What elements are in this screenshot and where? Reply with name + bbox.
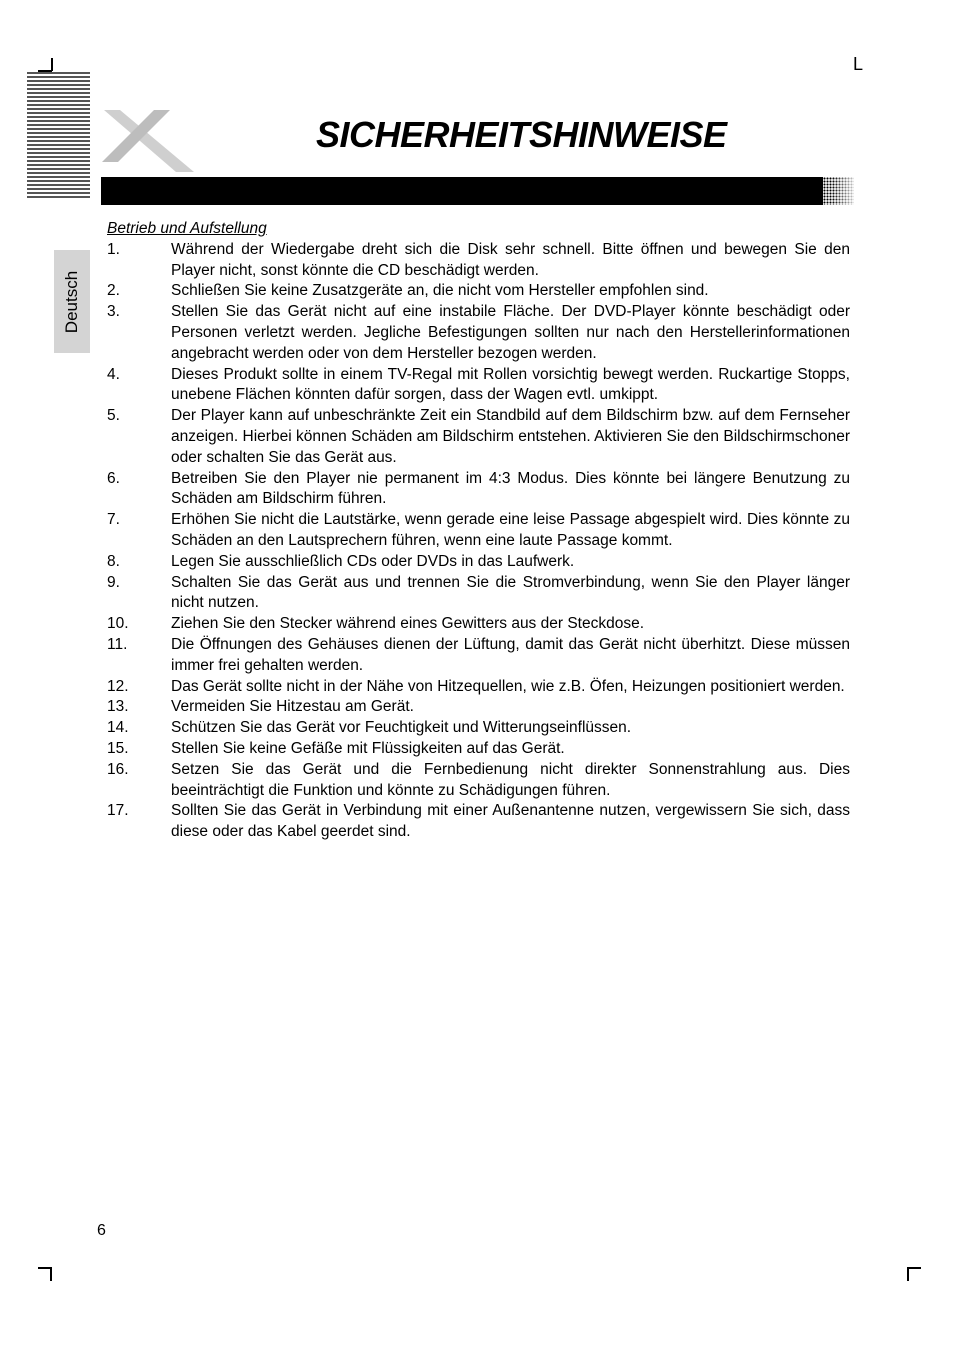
list-item — [107, 302, 850, 364]
item-number: 9. — [107, 573, 120, 591]
item-number: 5. — [107, 407, 120, 425]
item-number: 3. — [107, 303, 120, 321]
list-item — [107, 697, 850, 718]
list-item — [107, 760, 850, 802]
item-text: Erhöhen Sie nicht die Lautstärke, wenn gerade eine leise Passage abgespielt wird. Dies könnte zu Schäden an den Lautsprechern führen, wenn eine laute Passage kommt. — [171, 511, 850, 549]
language-tab — [54, 250, 90, 353]
list-item — [107, 635, 850, 677]
item-text: Stellen Sie das Gerät nicht auf eine instabile Fläche. Der DVD-Player könnte beschädigt oder Personen verletzt werden. Jegliche Befestigungen sollten nur nach den Herstellerinformationen angebracht werden oder von dem Hersteller bezogen werden. — [171, 303, 850, 362]
item-number: 1. — [107, 240, 120, 258]
list-item — [107, 801, 850, 843]
page-title: SICHERHEITSHINWEISE — [316, 114, 727, 155]
item-text: Sollten Sie das Gerät in Verbindung mit einer Außenantenne nutzen, vergewissern Sie sich, dass diese oder das Kabel geerdet sind. — [171, 802, 850, 841]
item-number: 15. — [107, 739, 129, 757]
crop-mark-bottom-right-h — [907, 1267, 921, 1269]
item-text: Ziehen Sie den Stecker während eines Gewitters aus der Steckdose. — [171, 615, 645, 633]
item-number: 17. — [107, 802, 129, 820]
page-number: 6 — [97, 1222, 106, 1239]
section-heading: Betrieb und Aufstellung — [107, 220, 267, 237]
item-text: Die Öffnungen des Gehäuses dienen der Lüftung, damit das Gerät nicht überhitzt. Diese müssen immer frei gehalten werden. — [171, 635, 850, 674]
brand-logo-icon — [98, 106, 198, 176]
item-text: Schließen Sie keine Zusatzgeräte an, die nicht vom Hersteller empfohlen sind. — [171, 282, 709, 300]
item-text: Während der Wiedergabe dreht sich die Disk sehr schnell. Bitte öffnen und bewegen Sie den Player nicht, sonst könnte die CD beschädigt werden. — [171, 240, 850, 279]
item-number: 13. — [107, 698, 129, 716]
list-item — [107, 739, 850, 760]
crop-mark-bottom-right-v — [907, 1267, 909, 1281]
header-stripes — [27, 72, 90, 200]
crop-mark-top-left-v — [51, 58, 53, 71]
item-number: 11. — [107, 635, 128, 653]
item-number: 14. — [107, 719, 129, 737]
list-item — [107, 469, 850, 511]
item-text: Setzen Sie das Gerät und die Fernbedienung nicht direkter Sonnenstrahlung aus. Dies beeinträchtigt die Funktion und könnte zu Schädigungen führen. — [171, 760, 850, 799]
corner-mark: L — [853, 54, 864, 74]
item-text: Stellen Sie keine Gefäße mit Flüssigkeiten auf das Gerät. — [171, 739, 565, 757]
list-item — [107, 510, 850, 552]
list-item — [107, 365, 850, 407]
list-item — [107, 281, 850, 302]
safety-list — [107, 240, 850, 843]
crop-mark-bottom-left-v — [50, 1267, 52, 1281]
item-number: 16. — [107, 760, 129, 778]
item-text: Das Gerät sollte nicht in der Nähe von Hitzequellen, wie z.B. Öfen, Heizungen positioniert werden. — [171, 677, 845, 695]
item-text: Der Player kann auf unbeschränkte Zeit ein Standbild auf dem Bildschirm bzw. auf dem Fernseher anzeigen. Hierbei können Schäden am Bildschirm entstehen. Aktivieren Sie den Bildschirmschoner oder schalten Sie das Gerät aus. — [171, 407, 850, 466]
item-text: Betreiben Sie den Player nie permanent im 4:3 Modus. Dies könnte bei längere Benutzung zu Schäden am Bildschirm führen. — [171, 469, 850, 508]
item-number: 6. — [107, 469, 120, 487]
item-text: Legen Sie ausschließlich CDs oder DVDs in das Laufwerk. — [171, 552, 575, 570]
list-item — [107, 614, 850, 635]
item-number: 4. — [107, 365, 120, 383]
list-item — [107, 718, 850, 739]
header-bar — [101, 177, 823, 205]
item-text: Vermeiden Sie Hitzestau am Gerät. — [171, 698, 414, 716]
safety-section — [107, 219, 850, 843]
item-number: 8. — [107, 552, 120, 570]
list-item — [107, 552, 850, 573]
item-text: Dieses Produkt sollte in einem TV-Regal mit Rollen vorsichtig bewegt werden. Ruckartige Stopps, unebene Flächen könnten dafür sorgen, dass der Wagen evtl. umkippt. — [171, 365, 850, 404]
list-item — [107, 573, 850, 615]
item-number: 12. — [107, 677, 129, 695]
item-number: 10. — [107, 615, 129, 633]
list-item — [107, 240, 850, 282]
item-number: 7. — [107, 511, 120, 529]
header-bar-dots — [820, 177, 854, 205]
list-item — [107, 406, 850, 468]
list-item — [107, 677, 850, 698]
item-text: Schalten Sie das Gerät aus und trennen Sie die Stromverbindung, wenn Sie den Player länger nicht nutzen. — [171, 573, 850, 612]
language-tab-label: Deutsch — [62, 270, 81, 333]
item-text: Schützen Sie das Gerät vor Feuchtigkeit und Witterungseinflüssen. — [171, 719, 632, 737]
item-number: 2. — [107, 282, 120, 300]
